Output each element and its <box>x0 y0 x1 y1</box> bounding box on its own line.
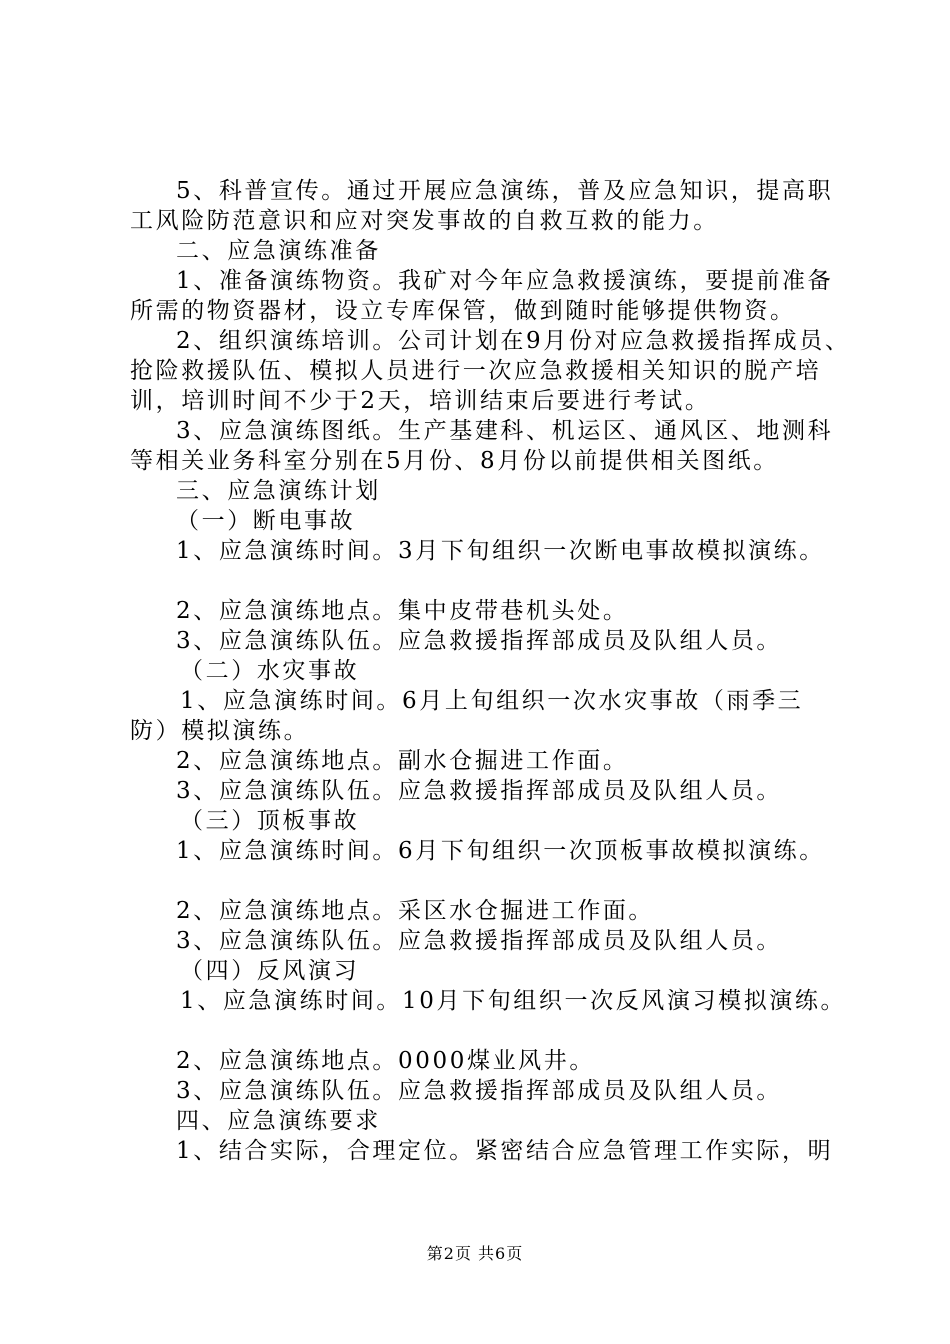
subsection-heading: （二）水灾事故 <box>180 658 360 684</box>
paragraph-line: 2、组织演练培训。公司计划在9月份对应急救援指挥成员、 <box>176 328 851 354</box>
paragraph-line: 抢险救援队伍、模拟人员进行一次应急救援相关知识的脱产培 <box>130 358 822 384</box>
paragraph-line: 工风险防范意识和应对突发事故的自救互救的能力。 <box>130 208 719 234</box>
paragraph-line: 1、准备演练物资。我矿对今年应急救援演练，要提前准备 <box>176 268 834 294</box>
paragraph-line: 防）模拟演练。 <box>130 718 310 744</box>
subsection-heading: （三）顶板事故 <box>180 808 360 834</box>
subsection-heading: （一）断电事故 <box>176 508 356 534</box>
blank-line <box>130 1016 830 1046</box>
blank-line <box>130 866 830 896</box>
blank-line <box>130 566 830 596</box>
section-heading: 三、应急演练计划 <box>176 478 381 504</box>
paragraph-line: 3、应急演练队伍。应急救援指挥部成员及队组人员。 <box>176 778 783 804</box>
paragraph-line: 3、应急演练队伍。应急救援指挥部成员及队组人员。 <box>176 628 783 654</box>
paragraph-line: 1、应急演练时间。3月下旬组织一次断电事故模拟演练。 <box>176 538 825 564</box>
page-number-footer: 第2页 共6页 <box>426 1244 524 1263</box>
paragraph-line: 3、应急演练图纸。生产基建科、机运区、通风区、地测科 <box>176 418 834 444</box>
paragraph-line: 2、应急演练地点。集中皮带巷机头处。 <box>176 598 629 624</box>
paragraph-line: 5、科普宣传。通过开展应急演练，普及应急知识，提高职 <box>176 178 834 204</box>
paragraph-line: 1、结合实际，合理定位。紧密结合应急管理工作实际，明 <box>176 1138 834 1164</box>
paragraph-line: 3、应急演练队伍。应急救援指挥部成员及队组人员。 <box>176 1078 783 1104</box>
paragraph-line: 所需的物资器材，设立专库保管，做到随时能够提供物资。 <box>130 298 796 324</box>
paragraph-line: 1、应急演练时间。6月上旬组织一次水灾事故（雨季三 <box>180 688 804 714</box>
paragraph-line: 训，培训时间不少于2天，培训结束后要进行考试。 <box>130 388 711 414</box>
section-heading: 二、应急演练准备 <box>176 238 381 264</box>
subsection-heading: （四）反风演习 <box>180 958 360 984</box>
paragraph-line: 3、应急演练队伍。应急救援指挥部成员及队组人员。 <box>176 928 783 954</box>
paragraph-line: 2、应急演练地点。采区水仓掘进工作面。 <box>176 898 655 924</box>
paragraph-line: 等相关业务科室分别在5月份、8月份以前提供相关图纸。 <box>130 448 779 474</box>
paragraph-line: 2、应急演练地点。0000煤业风井。 <box>176 1048 595 1074</box>
paragraph-line: 1、应急演练时间。6月下旬组织一次顶板事故模拟演练。 <box>176 838 825 864</box>
section-heading: 四、应急演练要求 <box>176 1108 381 1134</box>
document-body <box>130 176 851 1166</box>
paragraph-line: 1、应急演练时间。10月下旬组织一次反风演习模拟演练。 <box>180 988 847 1014</box>
paragraph-line: 2、应急演练地点。副水仓掘进工作面。 <box>176 748 629 774</box>
